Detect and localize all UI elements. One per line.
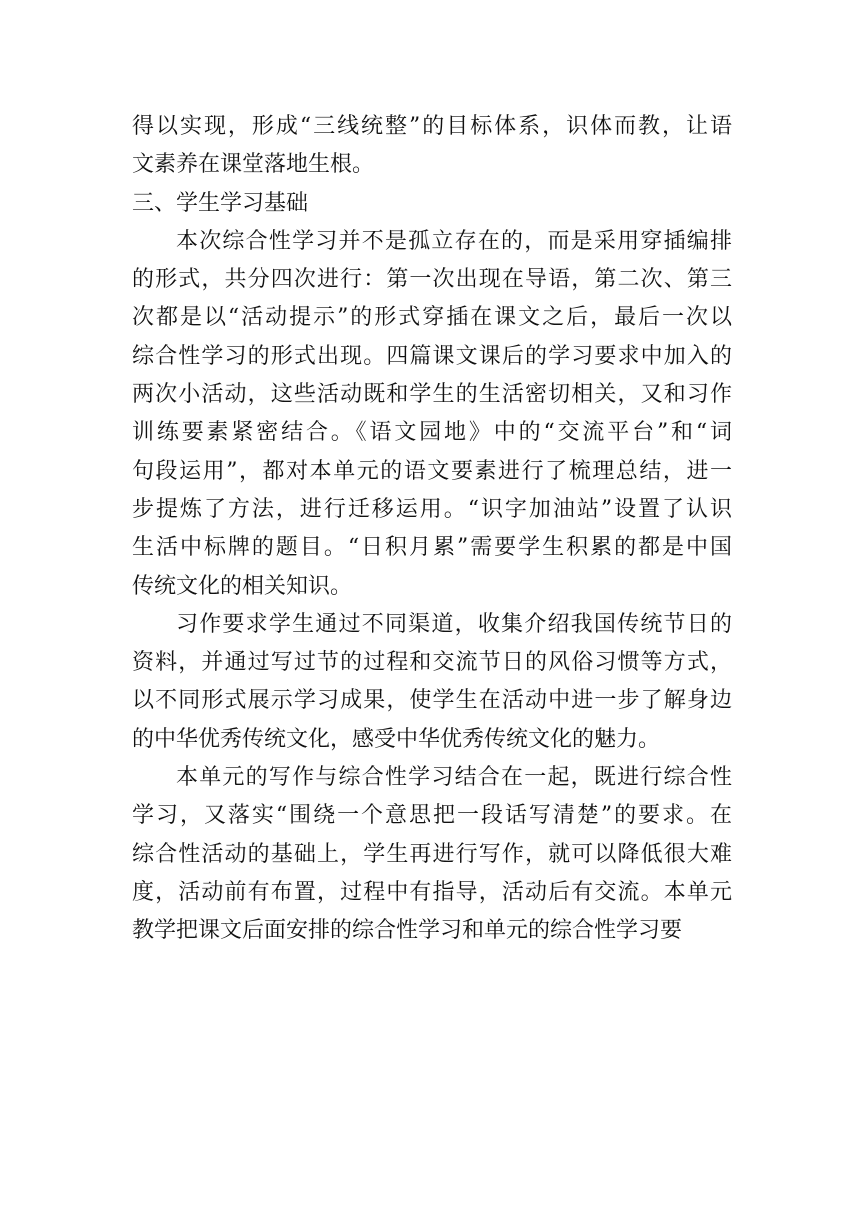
text-line: 句段运用”，都对本单元的语文要素进行了梳理总结，进一 (132, 458, 732, 484)
text-line: 教学把课文后面安排的综合性学习和单元的综合性学习要 (132, 918, 683, 944)
text-line: 本单元的写作与综合性学习结合在一起，既进行综合性 (176, 765, 732, 791)
text-line: 生活中标牌的题目。“日积月累”需要学生积累的都是中国 (132, 535, 732, 561)
text-line: 资料，并通过写过节的过程和交流节日的风俗习惯等方式， (132, 650, 732, 676)
text-line: 的形式，共分四次进行：第一次出现在导语，第二次、第三 (132, 267, 732, 293)
text-line: 综合性活动的基础上，学生再进行写作，就可以降低很大难 (132, 841, 732, 867)
section-heading: 三、学生学习基础 (132, 190, 309, 216)
document-page (132, 108, 732, 951)
text-line: 的中华优秀传统文化，感受中华优秀传统文化的魅力。 (132, 726, 661, 752)
text-line: 训练要素紧密结合。《语文园地》中的“交流平台”和“词 (132, 420, 732, 446)
text-line: 以不同形式展示学习成果，使学生在活动中进一步了解身边 (132, 688, 732, 714)
text-line: 得以实现，形成“三线统整”的目标体系，识体而教，让语 (132, 114, 732, 139)
text-line: 次都是以“活动提示”的形式穿插在课文之后，最后一次以 (132, 305, 732, 331)
text-line: 综合性学习的形式出现。四篇课文课后的学习要求中加入的 (132, 343, 732, 369)
text-line: 学习，又落实“围绕一个意思把一段话写清楚”的要求。在 (132, 803, 732, 829)
text-line: 度，活动前有布置，过程中有指导，活动后有交流。本单元 (132, 879, 732, 905)
text-line: 文素养在课堂落地生根。 (132, 152, 375, 178)
text-line: 本次综合性学习并不是孤立存在的，而是采用穿插编排 (176, 228, 732, 254)
text-line: 两次小活动，这些活动既和学生的生活密切相关，又和习作 (132, 382, 732, 408)
text-line: 习作要求学生通过不同渠道，收集介绍我国传统节日的 (176, 611, 732, 637)
text-line: 步提炼了方法，进行迁移运用。“识字加油站”设置了认识 (132, 496, 732, 522)
text-line: 传统文化的相关知识。 (132, 573, 353, 599)
